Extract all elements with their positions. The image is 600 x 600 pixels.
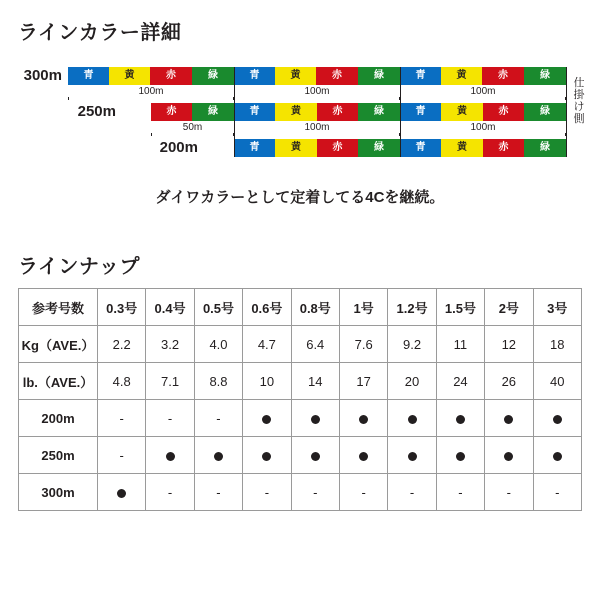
availability-dot (117, 489, 126, 498)
color-segment-red: 赤 (483, 139, 524, 157)
color-segment-yellow: 黄 (441, 103, 483, 121)
table-header-cell: 0.4号 (146, 289, 194, 326)
color-segment-blue: 青 (400, 139, 441, 157)
table-row-label: lb.（AVE.） (19, 363, 98, 400)
table-header-cell: 1.2号 (388, 289, 436, 326)
table-row (19, 363, 582, 400)
table-cell: - (146, 474, 194, 511)
table-row (19, 474, 582, 511)
table-cell (436, 400, 484, 437)
measure-label: 100m (467, 122, 498, 133)
availability-dot (262, 452, 271, 461)
availability-dot (262, 415, 271, 424)
table-cell: - (533, 474, 581, 511)
availability-dot (504, 415, 513, 424)
table-cell: - (98, 400, 146, 437)
color-segment-green: 緑 (192, 67, 234, 85)
table-cell: 3.2 (146, 326, 194, 363)
table-header-row (19, 289, 582, 326)
table-row-label: 300m (19, 474, 98, 511)
table-cell (194, 437, 242, 474)
table-header-cell: 参考号数 (19, 289, 98, 326)
availability-dot (553, 415, 562, 424)
color-segment-green: 緑 (524, 67, 566, 85)
table-cell: 12 (485, 326, 533, 363)
table-cell: 40 (533, 363, 581, 400)
color-segment-blue: 青 (68, 67, 109, 85)
table-row-label: 250m (19, 437, 98, 474)
lineup-table (18, 288, 582, 511)
table-cell (339, 400, 387, 437)
table-cell: 6.4 (291, 326, 339, 363)
table-cell (388, 437, 436, 474)
measure-100m-top-3 (400, 87, 566, 101)
measure-50m-bottom (151, 123, 234, 137)
table-cell: - (194, 474, 242, 511)
diagram-caption: ダイワカラーとして定着してる4Cを継続。 (155, 189, 445, 206)
table-header-cell: 0.6号 (243, 289, 291, 326)
guide-line-right (400, 67, 401, 157)
availability-dot (456, 452, 465, 461)
color-segment-green: 緑 (358, 139, 400, 157)
table-header-cell: 3号 (533, 289, 581, 326)
table-cell: - (194, 400, 242, 437)
measure-label: 50m (180, 122, 205, 133)
table-cell: 10 (243, 363, 291, 400)
table-cell: 20 (388, 363, 436, 400)
guide-line-end (566, 67, 567, 157)
side-label-shikake: 仕掛け側 (573, 77, 585, 125)
table-row (19, 437, 582, 474)
table-header-cell: 0.3号 (98, 289, 146, 326)
color-segment-red: 赤 (317, 103, 358, 121)
table-cell (291, 437, 339, 474)
table-cell (243, 437, 291, 474)
color-segment-red: 赤 (151, 103, 192, 121)
color-segment-blue: 青 (234, 139, 275, 157)
measure-100m-bottom-2 (400, 123, 566, 137)
color-segment-green: 緑 (358, 67, 400, 85)
table-cell: 9.2 (388, 326, 436, 363)
availability-dot (553, 452, 562, 461)
table-row (19, 400, 582, 437)
table-cell: 18 (533, 326, 581, 363)
table-cell: 7.6 (339, 326, 387, 363)
color-segment-yellow: 黄 (441, 67, 482, 85)
table-cell (485, 437, 533, 474)
table-cell: - (98, 437, 146, 474)
table-cell: - (291, 474, 339, 511)
section-title-line-color-detail: ラインカラー詳細 (18, 22, 182, 44)
table-row-label: 200m (19, 400, 98, 437)
measure-label: 100m (135, 86, 166, 97)
table-cell (243, 400, 291, 437)
table-cell (146, 437, 194, 474)
color-segment-green: 緑 (524, 103, 566, 121)
table-header-cell: 0.8号 (291, 289, 339, 326)
table-row (19, 326, 582, 363)
color-segment-green: 緑 (358, 103, 400, 121)
availability-dot (311, 452, 320, 461)
table-cell (388, 400, 436, 437)
table-cell: 8.8 (194, 363, 242, 400)
table-header-cell: 1.5号 (436, 289, 484, 326)
color-segment-red: 赤 (317, 139, 358, 157)
color-segment-yellow: 黄 (275, 67, 316, 85)
availability-dot (359, 415, 368, 424)
availability-dot (166, 452, 175, 461)
table-header-cell: 0.5号 (194, 289, 242, 326)
color-segment-blue: 青 (400, 67, 441, 85)
table-cell (533, 437, 581, 474)
table-cell: 24 (436, 363, 484, 400)
table-cell: 7.1 (146, 363, 194, 400)
color-segment-yellow: 黄 (109, 67, 150, 85)
table-cell: 17 (339, 363, 387, 400)
diagram-row-300m (68, 67, 566, 85)
color-segment-red: 赤 (483, 103, 524, 121)
availability-dot (311, 415, 320, 424)
availability-dot (214, 452, 223, 461)
measure-100m-top-2 (234, 87, 400, 101)
table-cell: - (146, 400, 194, 437)
diagram-row-label-300m: 300m (23, 67, 62, 84)
table-cell: - (243, 474, 291, 511)
table-cell: 26 (485, 363, 533, 400)
table-cell: - (339, 474, 387, 511)
guide-line-left (234, 67, 235, 157)
availability-dot (359, 452, 368, 461)
measure-label: 100m (301, 86, 332, 97)
color-segment-red: 赤 (150, 67, 192, 85)
availability-dot (408, 415, 417, 424)
section-title-lineup: ラインナップ (18, 256, 140, 278)
measure-label: 100m (467, 86, 498, 97)
table-cell: - (388, 474, 436, 511)
diagram-row-250m (151, 103, 566, 121)
table-cell: 11 (436, 326, 484, 363)
availability-dot (504, 452, 513, 461)
table-cell: 2.2 (98, 326, 146, 363)
color-segment-red: 赤 (482, 67, 524, 85)
table-cell: 4.0 (194, 326, 242, 363)
table-cell (98, 474, 146, 511)
table-cell: 4.7 (243, 326, 291, 363)
line-color-diagram (0, 55, 600, 175)
color-segment-red: 赤 (316, 67, 358, 85)
table-cell (339, 437, 387, 474)
table-cell: - (436, 474, 484, 511)
table-cell (436, 437, 484, 474)
table-header-cell: 1号 (339, 289, 387, 326)
table-cell: 14 (291, 363, 339, 400)
color-segment-blue: 青 (234, 103, 275, 121)
measure-100m-top-1 (68, 87, 234, 101)
color-segment-yellow: 黄 (441, 139, 483, 157)
color-segment-yellow: 黄 (275, 103, 317, 121)
color-segment-blue: 青 (234, 67, 275, 85)
table-header-cell: 2号 (485, 289, 533, 326)
color-segment-green: 緑 (524, 139, 566, 157)
color-segment-green: 緑 (192, 103, 234, 121)
measure-label: 100m (301, 122, 332, 133)
color-segment-yellow: 黄 (275, 139, 317, 157)
color-segment-blue: 青 (400, 103, 441, 121)
diagram-row-label-250m: 250m (77, 103, 116, 120)
availability-dot (456, 415, 465, 424)
table-cell: 4.8 (98, 363, 146, 400)
measure-100m-bottom-1 (234, 123, 400, 137)
table-cell: - (485, 474, 533, 511)
diagram-row-label-200m: 200m (159, 139, 198, 156)
table-row-label: Kg（AVE.） (19, 326, 98, 363)
availability-dot (408, 452, 417, 461)
table-cell (291, 400, 339, 437)
table-cell (533, 400, 581, 437)
table-cell (485, 400, 533, 437)
